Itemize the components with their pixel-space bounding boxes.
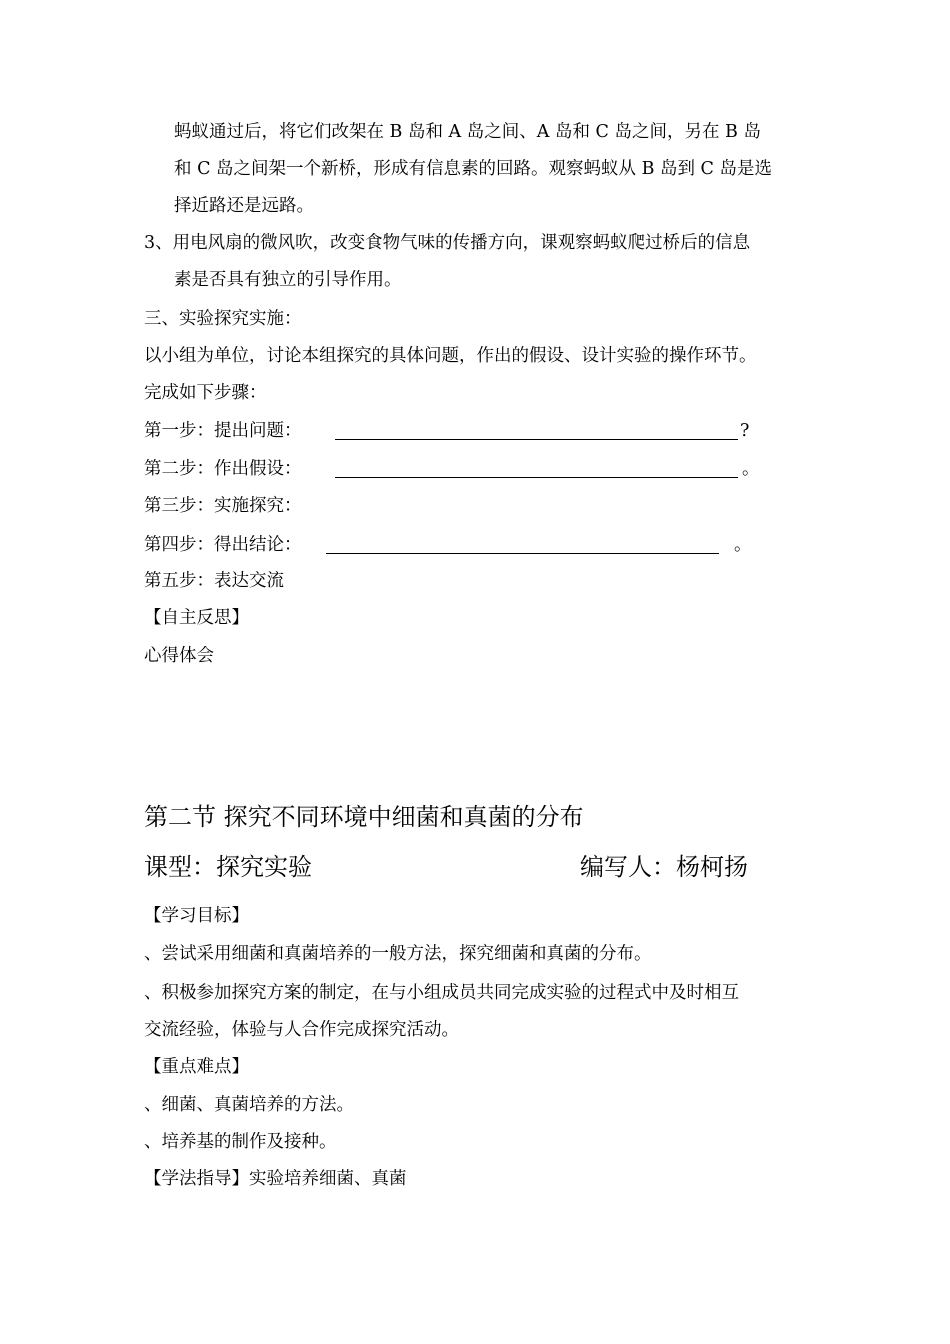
step-5-label: 第五步：表达交流 [144, 571, 284, 591]
intro-line-3: 择近路还是远路。 [174, 196, 314, 216]
method-guide: 【学法指导】实验培养细菌、真菌 [144, 1169, 407, 1189]
goals-title: 【学习目标】 [144, 906, 249, 926]
section3-title: 三、实验探究实施： [144, 309, 302, 329]
section3-desc-1: 以小组为单位，讨论本组探究的具体问题，作出的假设、设计实验的操作环节。 [144, 346, 757, 366]
lesson-type: 课型：探究实验 [144, 853, 312, 881]
goals-item-2-line-1: 、积极参加探究方案的制定，在与小组成员共同完成实验的过程式中及时相互 [144, 983, 739, 1003]
step-3-label: 第三步：实施探究： [144, 496, 302, 516]
step-2-label: 第二步：作出假设： [144, 459, 302, 479]
goals-item-2-line-2: 交流经验，体验与人合作完成探究活动。 [144, 1020, 459, 1040]
intro-line-2: 和 C 岛之间架一个新桥，形成有信息素的回路。观察蚂蚁从 B 岛到 C 岛是选 [174, 159, 773, 179]
step-2-end-mark: 。 [742, 459, 760, 479]
step-5 [144, 569, 284, 593]
reflection-title: 【自主反思】 [144, 608, 249, 628]
section3-desc-2: 完成如下步骤： [144, 383, 267, 403]
section-heading: 第二节 探究不同环境中细菌和真菌的分布 [144, 803, 584, 831]
step-4-end-mark: 。 [734, 535, 752, 555]
intro-line-1: 蚂蚁通过后，将它们改架在 B 岛和 A 岛之间、A 岛和 C 岛之间，另在 B 岛 [174, 122, 761, 142]
step-2-answer-blank[interactable] [335, 477, 738, 478]
keypoints-item-2: 、培养基的制作及接种。 [144, 1132, 337, 1152]
item3-line-1: 3、用电风扇的微风吹，改变食物气味的传播方向，课观察蚂蚁爬过桥后的信息 [144, 233, 751, 253]
step-4-answer-blank[interactable] [326, 553, 719, 554]
step-1-end-mark: ? [740, 421, 750, 441]
keypoints-title: 【重点难点】 [144, 1057, 249, 1077]
author: 编写人：杨柯扬 [580, 853, 748, 881]
item3-line-2: 素是否具有独立的引导作用。 [174, 270, 402, 290]
keypoints-item-1: 、细菌、真菌培养的方法。 [144, 1095, 354, 1115]
step-3 [144, 494, 302, 518]
goals-item-1: 、尝试采用细菌和真菌培养的一般方法，探究细菌和真菌的分布。 [144, 944, 652, 964]
reflection-text: 心得体会 [144, 646, 214, 666]
step-1-answer-blank[interactable] [335, 439, 738, 440]
step-4-label: 第四步：得出结论： [144, 535, 302, 555]
step-1-label: 第一步：提出问题： [144, 421, 302, 441]
